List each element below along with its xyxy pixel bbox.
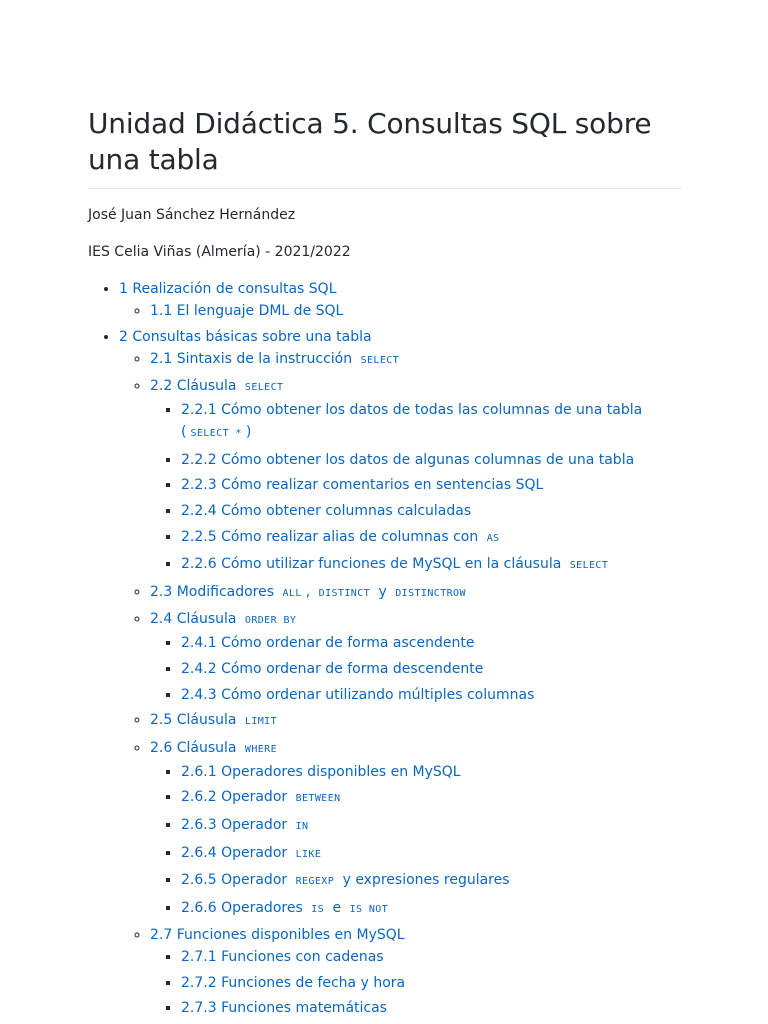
toc-item [150,709,682,733]
toc-item [181,897,682,921]
toc-item [181,553,682,577]
toc-item [150,375,682,577]
toc-item [181,500,682,522]
sql-keyword: IN [295,820,309,832]
toc-link-2-7-3[interactable]: 2.7.3 Funciones matemáticas [181,1000,387,1017]
sql-keyword: SELECT [244,382,284,394]
toc-link-2[interactable]: 2 Consultas básicas sobre una tabla [119,328,372,345]
sql-keyword: IS NOT [349,903,389,915]
toc-link-2-1[interactable] [150,351,403,367]
toc-link-text: 2.6.5 Operador [181,872,288,889]
toc-item [150,581,682,605]
toc-item [181,684,682,706]
toc-link-separator: e [332,899,342,916]
toc-link-2-7[interactable]: 2.7 Funciones disponibles en MySQL [150,927,405,944]
sql-keyword: LIMIT [244,716,278,728]
toc-link-text: 2.6.4 Operador [181,844,288,861]
toc-link-2-4-3[interactable]: 2.4.3 Cómo ordenar utilizando múltiples columnas [181,686,535,703]
toc-link-2-2-4[interactable]: 2.2.4 Cómo obtener columnas calculadas [181,502,472,519]
toc-item [181,474,682,496]
toc-link-text: 2.6.2 Operador [181,789,288,806]
toc-link-2-6-5[interactable] [181,872,510,888]
sql-keyword: IS [311,903,325,915]
sql-keyword: DISTINCTROW [395,587,466,599]
sql-keyword: SELECT * [190,428,242,440]
toc-link-2-2-5[interactable] [181,529,504,545]
sql-keyword: WHERE [244,743,278,755]
toc-item [181,761,682,783]
toc-link-paren: ( [181,424,187,441]
toc-item [150,300,682,322]
toc-link-text: 2.1 Sintaxis de la instrucción [150,350,353,367]
toc-link-text: 2.3 Modificadores [150,583,275,600]
toc-link-text: 2.6 Cláusula [150,739,237,756]
toc-link-2-7-1[interactable]: 2.7.1 Funciones con cadenas [181,949,384,966]
toc-link-2-6-1[interactable]: 2.6.1 Operadores disponibles en MySQL [181,763,461,780]
toc-link-text: 2.2.5 Cómo realizar alias de columnas con [181,528,479,545]
toc-item [181,946,682,968]
page-title: Unidad Didáctica 5. Consultas SQL sobre una tabla [88,106,682,189]
toc-link-2-2-2[interactable]: 2.2.2 Cómo obtener los datos de algunas columnas de una tabla [181,451,635,468]
toc-item [181,449,682,471]
toc-item [181,786,682,810]
toc-link-text: 2.2.6 Cómo utilizar funciones de MySQL en la cláusula [181,556,562,573]
toc-item [150,737,682,921]
toc-link-text: 2.4 Cláusula [150,611,237,628]
sql-keyword: BETWEEN [295,793,341,805]
toc-item [181,997,682,1019]
toc-link-2-5[interactable] [150,712,281,728]
sql-keyword: SELECT [360,354,400,366]
sql-keyword: AS [486,532,500,544]
sql-keyword: ORDER BY [244,615,297,627]
toc-link-2-6-2[interactable] [181,789,345,805]
author-name: José Juan Sánchez Hernández [88,207,296,223]
toc-link-2-4-1[interactable]: 2.4.1 Cómo ordenar de forma ascendente [181,635,475,652]
toc-item [150,348,682,372]
toc-item [119,278,682,322]
toc-item [181,399,682,445]
toc-link-2-2[interactable] [150,378,287,394]
toc-link-2-2-6[interactable] [181,556,612,572]
toc-item [150,608,682,705]
toc-link-paren: ) [245,424,252,441]
toc-link-2-7-2[interactable]: 2.7.2 Funciones de fecha y hora [181,974,406,991]
toc-link-text: 2.2 Cláusula [150,378,237,395]
sql-keyword: SELECT [569,560,609,572]
sql-keyword: DISTINCT [318,587,371,599]
sql-keyword: REGEXP [295,876,335,888]
toc-item [181,869,682,893]
toc-item [150,924,682,1019]
toc-link-2-2-1[interactable] [181,402,642,440]
toc-item [181,658,682,680]
toc-link-2-6-4[interactable] [181,845,325,861]
toc-item [119,326,682,1020]
toc-item [181,972,682,994]
toc-link-text: y expresiones regulares [342,872,510,889]
toc-link-separator: , [305,583,311,600]
institution-year: IES Celia Viñas (Almería) - 2021/2022 [88,244,351,260]
toc-item [181,632,682,654]
sql-keyword: LIKE [295,848,322,860]
toc-link-2-2-3[interactable]: 2.2.3 Cómo realizar comentarios en sentencias SQL [181,477,544,494]
toc-link-2-3[interactable] [150,584,470,600]
toc-item [181,842,682,866]
table-of-contents [88,278,682,1019]
toc-link-text: 2.6.3 Operador [181,816,288,833]
toc-link-separator: y [378,583,387,600]
sql-keyword: ALL [282,587,302,599]
toc-item [181,526,682,550]
toc-link-text: 2.2.1 Cómo obtener los datos de todas las columnas de una tabla [181,402,643,419]
toc-link-2-6[interactable] [150,740,281,756]
toc-link-2-4-2[interactable]: 2.4.2 Cómo ordenar de forma descendente [181,660,484,677]
document-page [88,106,682,1023]
toc-link-2-6-6[interactable] [181,900,392,916]
toc-link-2-6-3[interactable] [181,817,312,833]
toc-link-1[interactable]: 1 Realización de consultas SQL [119,281,337,297]
toc-link-2-4[interactable] [150,611,300,627]
toc-link-1-1[interactable]: 1.1 El lenguaje DML de SQL [150,303,344,319]
toc-link-text: 2.5 Cláusula [150,712,237,729]
toc-link-text: 2.6.6 Operadores [181,899,303,916]
toc-item [181,814,682,838]
